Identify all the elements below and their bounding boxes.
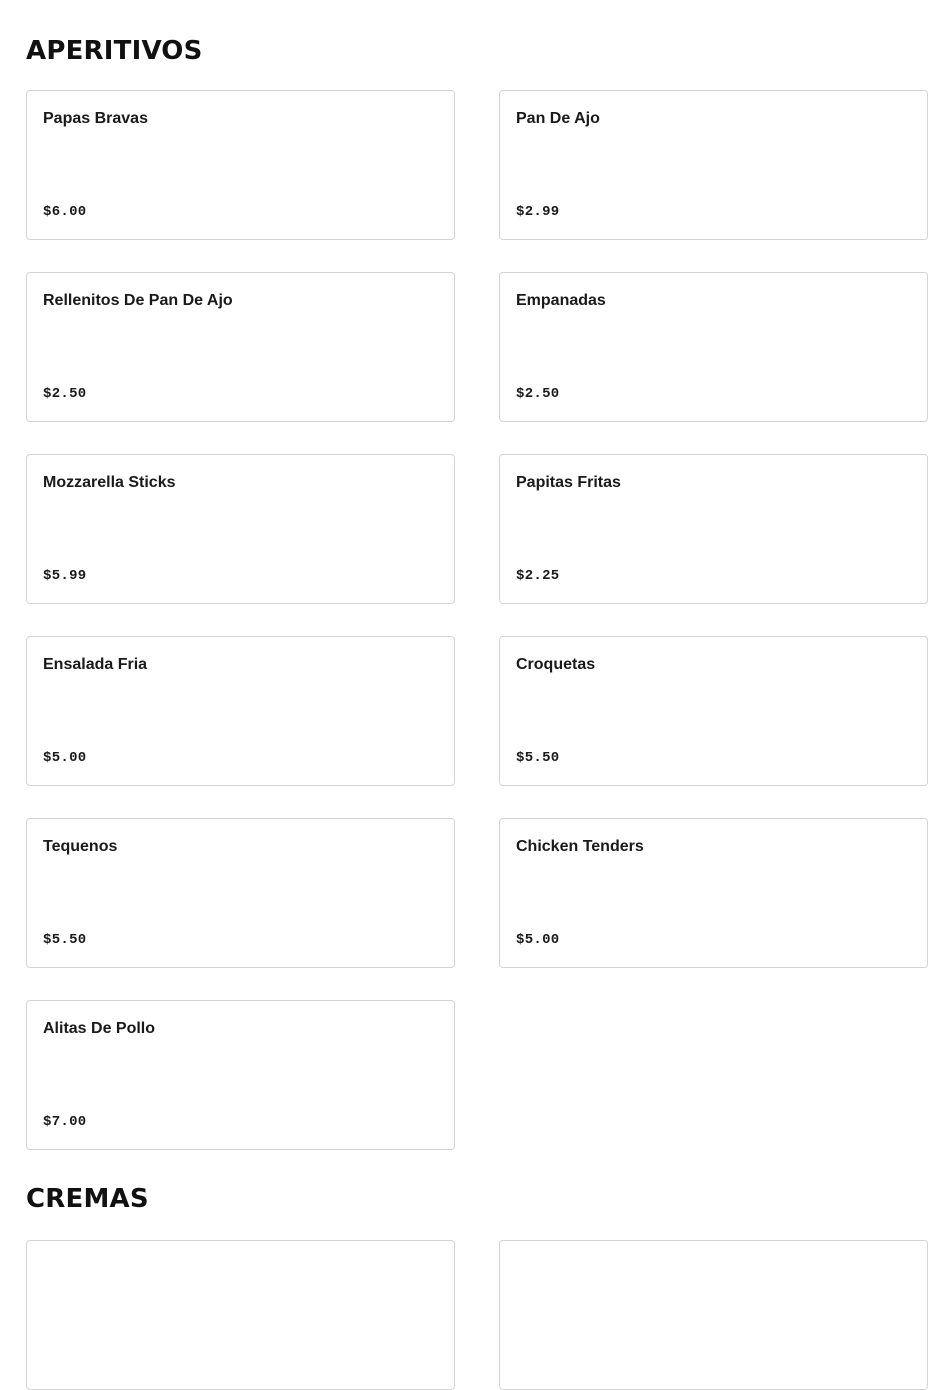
menu-item-card[interactable] [499, 1240, 928, 1390]
menu-item-price: $6.00 [43, 204, 87, 220]
menu-item-card[interactable] [499, 818, 928, 968]
menu-item-card[interactable] [26, 1240, 455, 1390]
menu-item-price: $2.50 [516, 386, 560, 402]
menu-item-card[interactable] [499, 90, 928, 240]
menu-item-price: $5.99 [43, 568, 87, 584]
section-title: APERITIVOS [26, 36, 203, 66]
menu-item-name: Rellenitos De Pan De Ajo [43, 292, 233, 309]
menu-item-grid [26, 90, 928, 1150]
menu-item-name: Tequenos [43, 838, 118, 855]
menu-item-name: Mozzarella Sticks [43, 474, 176, 491]
menu-item-card[interactable] [26, 90, 455, 240]
menu-item-name: Papitas Fritas [516, 474, 621, 491]
menu-item-name: Alitas De Pollo [43, 1020, 156, 1037]
menu-item-price: $5.00 [43, 750, 87, 766]
menu-item-price: $5.00 [516, 932, 560, 948]
menu-item-name: Chicken Tenders [516, 838, 644, 855]
menu-item-price: $2.99 [516, 204, 560, 220]
section-aperitivos [26, 36, 928, 1150]
menu-item-price: $2.50 [43, 386, 87, 402]
section-cremas [26, 1184, 928, 1390]
menu-item-card[interactable] [499, 454, 928, 604]
menu-item-card[interactable] [26, 272, 455, 422]
menu-item-price: $5.50 [516, 750, 560, 766]
menu-item-price: $2.25 [516, 568, 560, 584]
menu-item-name: Papas Bravas [43, 110, 148, 127]
menu-item-card[interactable] [499, 636, 928, 786]
menu-item-name: Pan De Ajo [516, 110, 600, 127]
menu-item-card[interactable] [26, 636, 455, 786]
menu-item-price: $7.00 [43, 1114, 87, 1130]
menu-item-grid [26, 1240, 928, 1390]
menu-item-card[interactable] [499, 272, 928, 422]
menu-item-card[interactable] [26, 1000, 455, 1150]
menu-item-card[interactable] [26, 454, 455, 604]
menu-item-name: Empanadas [516, 292, 606, 309]
menu-item-name: Croquetas [516, 656, 596, 673]
section-title: CREMAS [26, 1184, 149, 1214]
menu-item-card[interactable] [26, 818, 455, 968]
menu-item-name: Ensalada Fria [43, 656, 148, 673]
menu-item-price: $5.50 [43, 932, 87, 948]
